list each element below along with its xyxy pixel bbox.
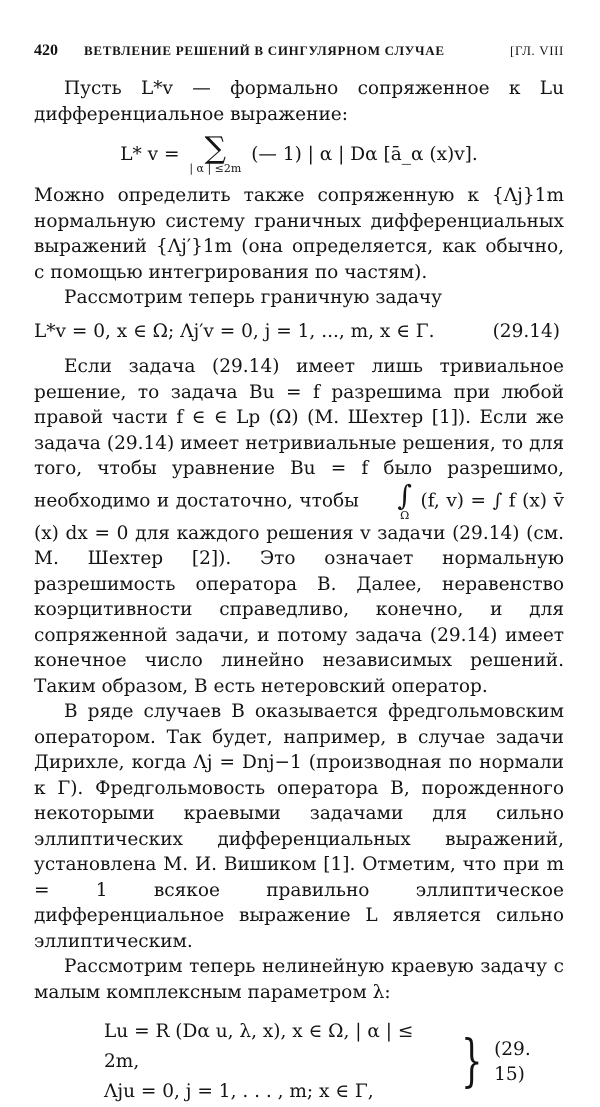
page-body [34, 76, 564, 1107]
eq3-tag: (29. 15) [494, 1038, 531, 1085]
paragraph-adjoint-expression: Пусть L*v — формально сопряженное к Lu дифференциальное выражение: [34, 78, 564, 125]
equation-adjoint-operator [34, 131, 564, 175]
p4-integral-expression: (f, v) = ∫ f (x) v̄ (x) dx = 0 [34, 490, 564, 544]
right-brace: } [461, 1029, 483, 1094]
chapter-label: [ГЛ. VIII [510, 43, 564, 58]
p4-part-a: Если задача (29.14) имеет лишь тривиальное решение, то задача Bu = f разрешима при любой правой части f ∈ ∈ Lp (Ω) (М. Шехтер [1]). Если же задача (29.14) имеет нетривиальные решения, то для того, чтобы уравнение Bu = f было разрешимо, необходимо и достаточно, чтобы [34, 356, 564, 511]
paragraph-boundary-problem: Рассмотрим теперь граничную задачу [64, 287, 442, 308]
equation-29-14 [34, 319, 564, 345]
paragraph-adjoint-system: Можно определить также сопряженную к {Λj}1m нормальную систему граничных дифференциальных выражений {Λj′}1m (она определяется, как обычно, с помощью интегрирования по частям). [34, 185, 564, 283]
integral-limit: Ω [400, 508, 410, 522]
eq3-lines [104, 1017, 438, 1107]
summation-sign: ∑ | α | ≤2m [189, 131, 242, 175]
paragraph-nonlinear-problem: Рассмотрим теперь нелинейную краевую задачу с малым комплексным параметром λ: [34, 956, 564, 1003]
summation-limit: | α | ≤2m [189, 162, 242, 175]
page-number: 420 [34, 42, 58, 59]
paragraph-solvability [34, 354, 564, 699]
running-header [34, 42, 564, 62]
eq3-line-1: Lu = R (Dα u, λ, x), x ∈ Ω, | α | ≤ 2m, [104, 1021, 414, 1072]
eq2-tag: (29.14) [492, 320, 560, 342]
integral-sign: ∫ Ω [367, 482, 412, 521]
eq3-line-2: Λju = 0, j = 1, . . . , m; x ∈ Γ, [104, 1081, 374, 1102]
paragraph-fredholm: В ряде случаев B оказывается фредгольмовским оператором. Так будет, например, в случае задачи Дирихле, когда Λj = Dnj−1 (производная по нормали к Γ). Фредгольмовость оператора B, порожденного некоторыми краевыми задачами для сильно эллиптических дифференциальных выражений, установлена М. И. Вишиком [1]. Отметим, что при m = 1 всякое правильно эллиптическое дифференциальное выражение L является сильно эллиптическим. [34, 701, 564, 952]
eq2-body: L*v = 0, x ∈ Ω; Λj′v = 0, j = 1, ..., m, x ∈ Γ. [34, 320, 435, 342]
eq1-rhs: (— 1) | α | Dα [ā_α (x)v]. [251, 144, 478, 165]
p4-part-b: для каждого решения v задачи (29.14) (см. М. Шехтер [2]). Это означает нормальную разрешимость оператора B. Далее, неравенство коэрцитивности справедливо, конечно, и для сопряженной задачи, и потому задача (29.14) имеет конечное число линейно независимых решений. Таким образом, B есть нетеровский оператор. [34, 522, 564, 697]
equation-29-15 [34, 1017, 564, 1107]
running-title: ВЕТВЛЕНИЕ РЕШЕНИЙ В СИНГУЛЯРНОМ СЛУЧАЕ [84, 43, 445, 58]
eq1-lhs: L* v = [120, 144, 180, 165]
